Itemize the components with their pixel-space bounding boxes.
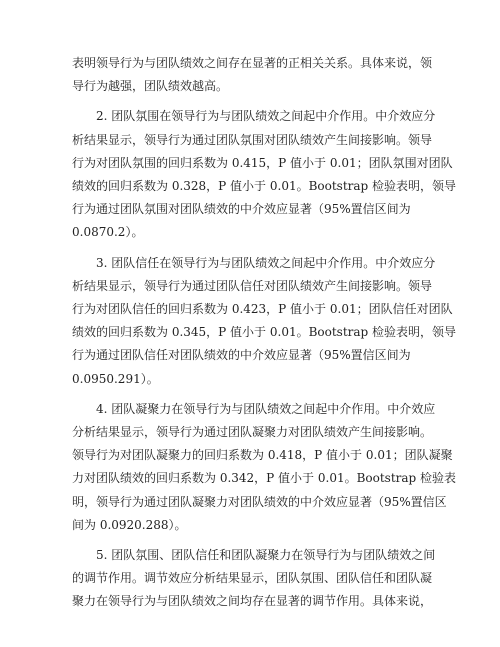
text-line: 聚力在领导行为与团队绩效之间均存在显著的调节作用。具体来说， [72, 594, 433, 609]
text-line: 0.0950.291）。 [72, 371, 159, 386]
text-line: 行为对团队信任的回归系数为 0.423，P 值小于 0.01；团队信任对团队 [72, 302, 453, 317]
text-line: 4. 团队凝聚力在领导行为与团队绩效之间起中介作用。中介效应 [96, 401, 436, 416]
paragraph-gap [72, 391, 430, 398]
text-line: 的调节作用。调节效应分析结果显示，团队氛围、团队信任和团队凝 [72, 571, 433, 586]
text-line: 力对团队绩效的回归系数为 0.342，P 值小于 0.01。Bootstrap 检验表 [72, 471, 457, 486]
document-body [72, 52, 457, 614]
text-line: 绩效的回归系数为 0.345，P 值小于 0.01。Bootstrap 检验表明，领导 [72, 325, 457, 340]
paragraph-5 [72, 544, 436, 614]
text-line: 行为通过团队氛围对团队绩效的中介效应显著（95%置信区间为 [72, 202, 411, 217]
paragraph-gap [72, 245, 430, 252]
text-line: 绩效的回归系数为 0.328，P 值小于 0.01。Bootstrap 检验表明，领导 [72, 179, 457, 194]
text-line: 0.0870.2）。 [72, 225, 144, 240]
text-line: 2. 团队氛围在领导行为与团队绩效之间起中介作用。中介效应分 [96, 109, 436, 124]
text-line: 3. 团队信任在领导行为与团队绩效之间起中介作用。中介效应分 [96, 255, 436, 270]
paragraph-gap [72, 537, 430, 544]
text-line: 分析结果显示，领导行为通过团队凝聚力对团队绩效产生间接影响。 [72, 425, 433, 440]
paragraph-4 [72, 398, 457, 537]
text-line: 5. 团队氛围、团队信任和团队凝聚力在领导行为与团队绩效之间 [96, 548, 436, 563]
text-line: 行为对团队氛围的回归系数为 0.415，P 值小于 0.01；团队氛围对团队 [72, 155, 453, 170]
paragraph-2 [72, 105, 457, 244]
paragraph-1 [72, 52, 433, 98]
text-line: 间为 0.0920.288）。 [72, 517, 187, 532]
paragraph-3 [72, 252, 457, 391]
text-line: 领导行为对团队凝聚力的回归系数为 0.418，P 值小于 0.01；团队凝聚 [72, 448, 453, 463]
text-line: 析结果显示，领导行为通过团队信任对团队绩效产生间接影响。领导 [72, 278, 433, 293]
paragraph-gap [72, 98, 430, 105]
text-line: 明，领导行为通过团队凝聚力对团队绩效的中介效应显著（95%置信区 [72, 494, 447, 509]
text-line: 行为通过团队信任对团队绩效的中介效应显著（95%置信区间为 [72, 348, 411, 363]
text-line: 表明领导行为与团队绩效之间存在显著的正相关关系。具体来说，领 [72, 56, 433, 70]
text-line: 析结果显示，领导行为通过团队氛围对团队绩效产生间接影响。领导 [72, 132, 433, 147]
text-line: 导行为越强，团队绩效越高。 [72, 79, 229, 94]
